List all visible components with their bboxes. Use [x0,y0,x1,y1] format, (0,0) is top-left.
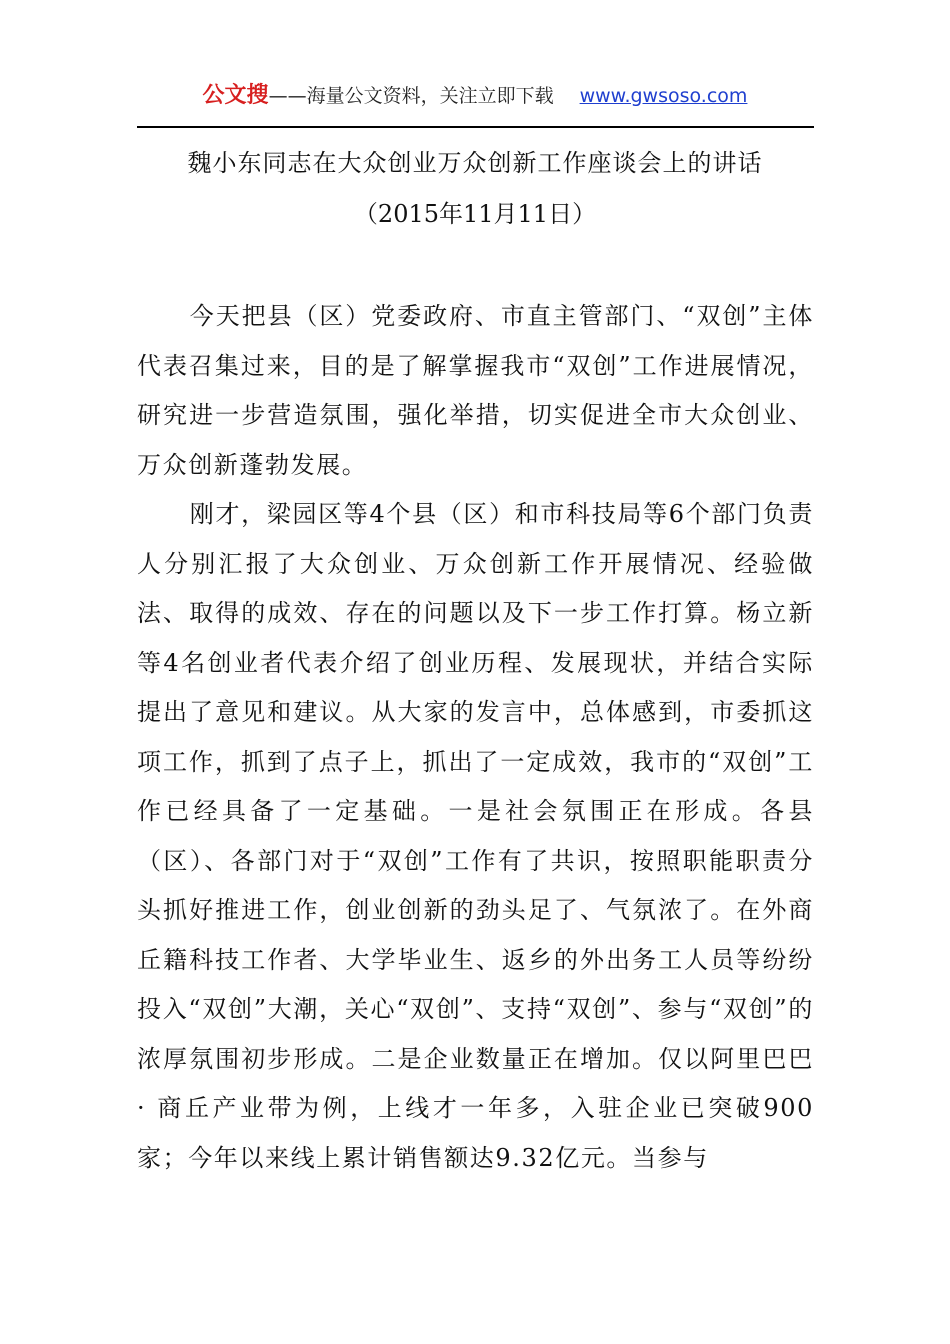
site-url-link[interactable]: www.gwsoso.com [579,85,748,107]
brand-logo-text: 公文搜 [202,83,269,108]
body-paragraph: 今天把县（区）党委政府、市直主管部门、“双创”主体代表召集过来，目的是了解掌握我市“双创”工作进展情况，研究进一步营造氛围，强化举措，切实促进全市大众创业、万众创新蓬勃发展。 [137,302,814,479]
document-date: （2015年11月11日） [353,200,597,228]
page-header [0,80,950,111]
document-title: 魏小东同志在大众创业万众创新工作座谈会上的讲话 [187,149,763,177]
body-paragraph: 刚才，梁园区等4个县（区）和市科技局等6个部门负责人分别汇报了大众创业、万众创新工作开展情况、经验做法、取得的成效、存在的问题以及下一步工作打算。杨立新等4名创业者代表介绍了创业历程、发展现状，并结合实际提出了意见和建议。从大家的发言中，总体感到，市委抓这项工作，抓到了点子上，抓出了一定成效，我市的“双创”工作已经具备了一定基础。一是社会氛围正在形成。各县（区）、各部门对于“双创”工作有了共识，按照职能职责分头抓好推进工作，创业创新的劲头足了、气氛浓了。在外商丘籍科技工作者、大学毕业生、返乡的外出务工人员等纷纷投入“双创”大潮，关心“双创”、支持“双创”、参与“双创”的浓厚氛围初步形成。二是企业数量正在增加。仅以阿里巴巴 · 商丘产业带为例，上线才一年多，入驻企业已突破900家；今年以来线上累计销售额达9.32亿元。当参与 [137,500,814,1172]
document-body [137,292,814,1183]
header-divider [137,126,814,128]
header-tagline: ——海量公文资料，关注立即下载 [268,85,554,107]
